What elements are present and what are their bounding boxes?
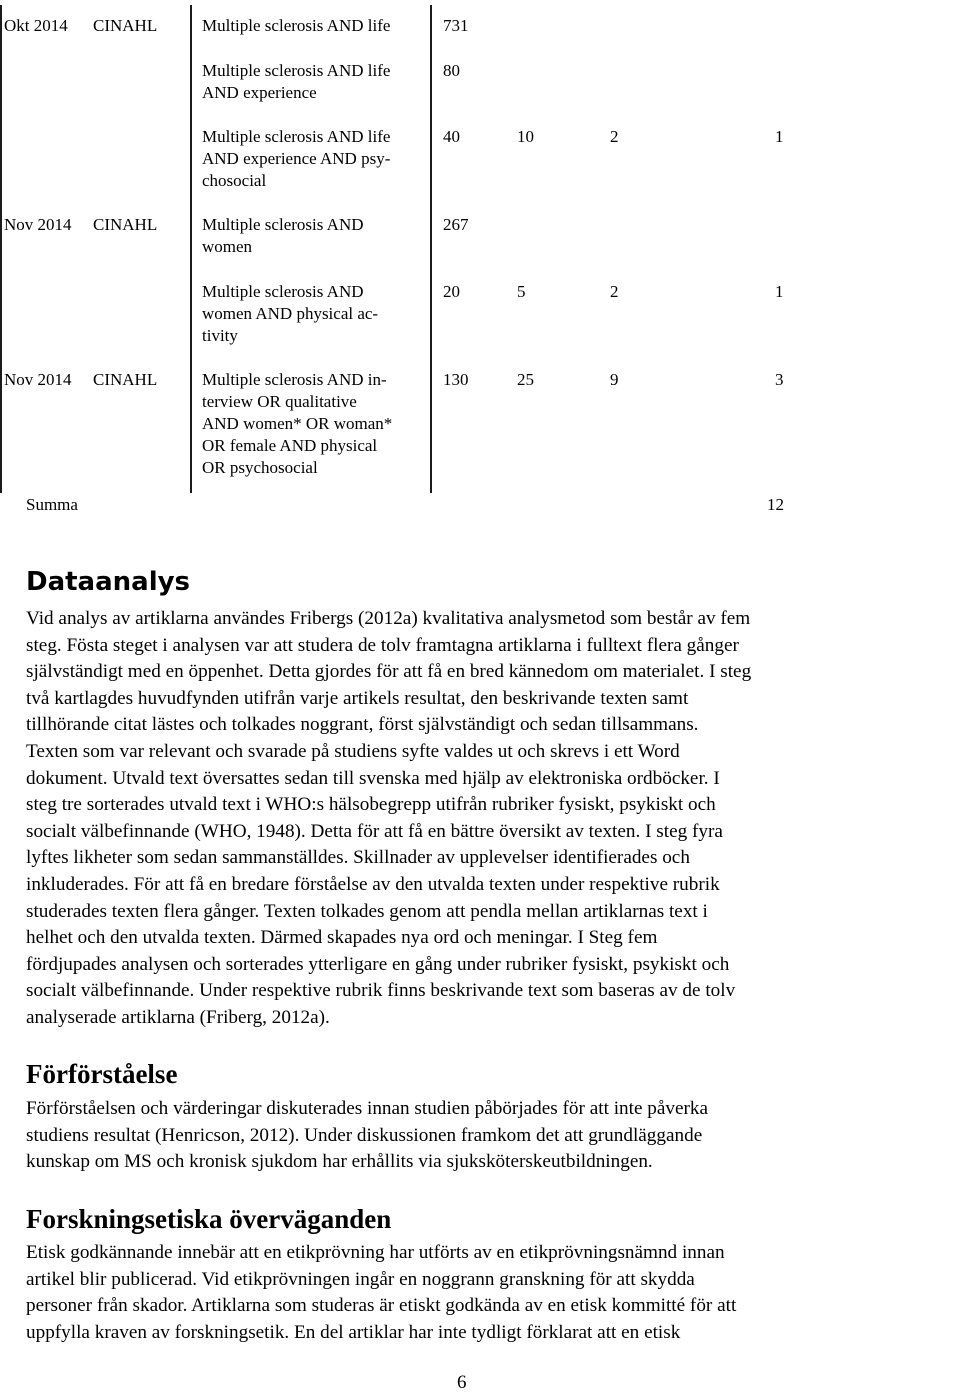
table-divider-middle [190,5,192,493]
cell-database: CINAHL [93,215,158,234]
cell-search-terms: Multiple sclerosis AND in- terview OR qualitative AND women* OR woman* OR female AND physical OR psychosocial [202,370,393,477]
page-number: 6 [457,1372,467,1393]
heading-dataanalys: Dataanalys [26,567,191,597]
summa-label: Summa [26,495,78,514]
cell-date: Okt 2014 [4,16,68,35]
cell-reviewed: 10 [517,127,534,146]
cell-search-terms: Multiple sclerosis AND women [202,215,364,256]
cell-reviewed: 5 [517,282,526,301]
table-divider-right [430,5,432,493]
heading-forforstaelse: Förförståelse [26,1059,178,1089]
cell-hits: 40 [443,127,460,146]
cell-hits: 731 [443,16,469,35]
cell-search-terms: Multiple sclerosis AND life [202,16,391,35]
cell-included: 3 [775,370,784,389]
cell-date: Nov 2014 [4,215,72,234]
cell-hits: 20 [443,282,460,301]
cell-date: Nov 2014 [4,370,72,389]
cell-hits: 80 [443,61,460,80]
table-divider-left [0,5,2,493]
cell-included: 1 [775,127,784,146]
cell-hits: 267 [443,215,469,234]
cell-included: 1 [775,282,784,301]
paragraph-dataanalys: Vid analys av artiklarna användes Fribergs (2012a) kvalitativa analysmetod som består av fem steg. Fösta steget i analysen var att studera de tolv framtagna artiklarna i fulltext flera gånger självständigt med en öppenhet. Detta gjordes för att få en bred kännedom om materialet. I steg två kartlagdes huvudfynden utifrån varje artikels resultat, den beskrivande texten samt tillhörande citat lästes och tolkades noggrant, först självständigt och sedan tillsammans. Texten som var relevant och svarade på studiens syfte valdes ut och skrevs i ett Word dokument. Utvald text översattes sedan till svenska med hjälp av elektroniska ordböcker. I steg tre sorterades utvald text i WHO:s hälsobegrepp utifrån rubriker fysiskt, psykiskt och socialt välbefinnande (WHO, 1948). Detta för att få en bättre översikt av texten. I steg fyra lyftes likheter som sedan sammanställdes. Skillnader av upplevelser identifierades och inkluderades. För att få en bredare förståelse av den utvalda texten under respektive rubrik studerades texten flera gånger. Texten tolkades genom att pendla mellan artiklarnas text i helhet och den utvalda texten. Därmed skapades nya ord och meningar. I Steg fem fördjupades analysen och sorterades ytterligare en gång under rubriker fysiskt, psykiskt och socialt välbefinnande. Under respektive rubrik finns beskrivande text som baseras av de tolv analyserade artiklarna (Friberg, 2012a). [26,608,752,1028]
paragraph-forforstaelse: Förförståelsen och värderingar diskuterades innan studien påbörjades för att inte påverka studiens resultat (Henricson, 2012). Under diskussionen framkom det att grundläggande kunskap om MS och kronisk sjukdom har erhållits via sjuksköterskeutbildningen. [26,1098,708,1173]
cell-database: CINAHL [93,16,158,35]
cell-database: CINAHL [93,370,158,389]
summa-value: 12 [767,495,784,514]
cell-search-terms: Multiple sclerosis AND life AND experience [202,61,391,102]
cell-fulltext: 9 [610,370,619,389]
cell-search-terms: Multiple sclerosis AND life AND experience AND psy- chosocial [202,127,391,190]
cell-reviewed: 25 [517,370,534,389]
cell-fulltext: 2 [610,282,619,301]
cell-search-terms: Multiple sclerosis AND women AND physical ac- tivity [202,282,379,345]
cell-fulltext: 2 [610,127,619,146]
cell-hits: 130 [443,370,469,389]
heading-forskningsetiska: Forskningsetiska överväganden [26,1204,392,1234]
paragraph-forskningsetiska: Etisk godkännande innebär att en etikprövning har utförts av en etikprövningsnämnd innan artikel blir publicerad. Vid etikprövningen ingår en noggrann granskning för att skydda personer från skador. Artiklarna som studeras är etiskt godkända av en etisk kommitté för att uppfylla kraven av forskningsetik. En del artiklar har inte tydligt förklarat att en etisk [26,1242,737,1343]
